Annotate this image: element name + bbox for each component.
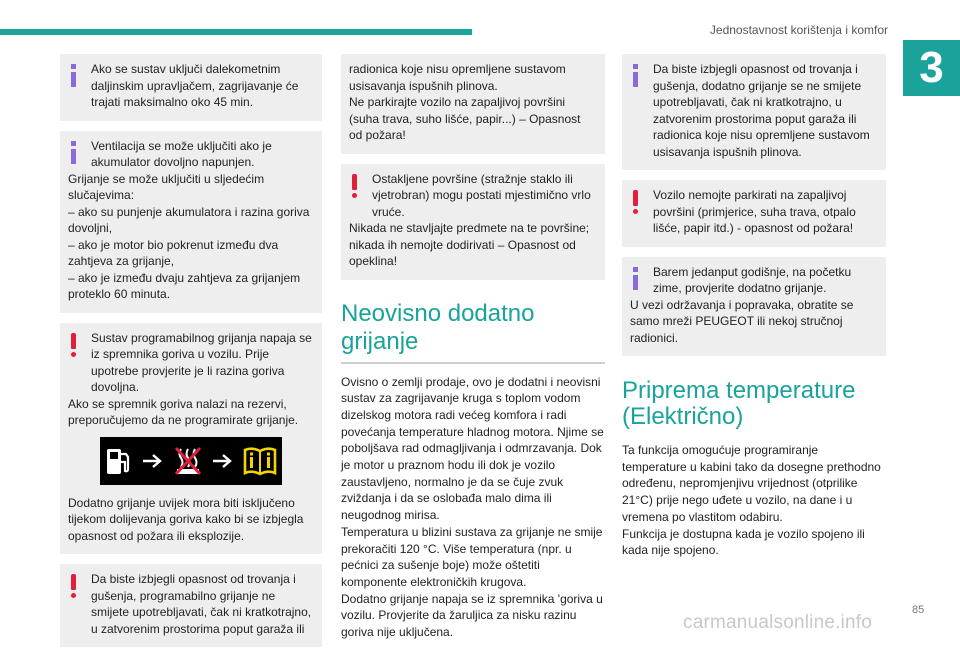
note-text: Ostakljene površine (stražnje staklo ili vjetrobran) mogu postati mjestimično vrlo vruće.	[372, 171, 591, 219]
manual-icon	[243, 446, 277, 476]
no-heating-icon	[173, 445, 203, 477]
body-paragraph: Ovisno o zemlji prodaje, ovo je dodatni i neovisni sustav za zagrijavanje kruga s toplom vodom dizelskog motora radi većeg komfora i radi povećanja temperature hladnog motora. Njime se poboljšava rad odmagljivanja i odmrzavanja. Dok je motor u praznom hodu ili dok je vozilo zaustavljeno, normalno je da se čuje zvuk zviždanja i da se oslobađa malo dima ili neugodnog mirisa.	[341, 374, 604, 523]
info-icon	[68, 141, 78, 165]
header-accent-bar	[0, 29, 472, 35]
info-icon	[68, 64, 78, 88]
refuel-warning-symbols	[100, 437, 282, 485]
fuel-pump-icon	[105, 446, 133, 476]
info-note	[60, 131, 322, 313]
note-text: U vezi održavanja i popravaka, obratite se samo mreži PEUGEOT ili nekoj stručnoj radionici.	[630, 297, 854, 345]
body-paragraph: Ta funkcija omogućuje programiranje temperature u kabini tako da dosegne prethodno određenu, nepromjenjivu vrijednost (otprilike 21°C) prije nego uđete u vozilo, na dane i u vremena po vlastitom odabiru.	[622, 443, 881, 524]
note-text: Ventilacija se može uključiti ako je akumulator dovoljno napunjen.	[91, 138, 272, 169]
note-text: Grijanje se može uključiti u sljedećim slučajevima:	[68, 171, 265, 202]
section-title: Jednostavnost korištenja i komfor	[709, 23, 888, 37]
section-heading: Priprema temperature (Električno)	[622, 377, 856, 430]
arrow-icon	[212, 453, 234, 469]
info-icon	[630, 267, 640, 291]
column-middle	[341, 54, 605, 641]
info-note	[60, 54, 322, 121]
warning-icon	[68, 333, 78, 357]
watermark: carmanualsonline.info	[683, 612, 873, 633]
column-left	[60, 54, 322, 657]
info-note	[622, 257, 886, 357]
page-number: 85	[912, 604, 925, 616]
chapter-number-tab: 3	[903, 40, 960, 96]
body-paragraph: Temperatura u blizini sustava za grijanje ne smije prekoračiti 120 °C. Više temperatura (npr. u pećnici za sušenje boje) može oštetiti komponente elektroničkih krugova.	[341, 524, 603, 589]
arrow-icon	[142, 453, 164, 469]
note-text: Da biste izbjegli opasnost od trovanja i gušenja, dodatno grijanje se ne smijete upotrebljavati, čak ni kratkotrajno, u zatvorenim prostorima poput garaža ili radionica koje nisu opremljene sustavom usisavanja ispušnih plinova.	[653, 62, 870, 159]
note-text: Ako se sustav uključi dalekometnim daljinskim upravljačem, zagrijavanje će trajati maksimalno oko 45 min.	[91, 62, 299, 109]
body-paragraph: Funkcija je dostupna kada je vozilo spojeno ili kada nije spojeno.	[622, 526, 865, 558]
note-text: radionica koje nisu opremljene sustavom usisavanja ispušnih plinova.	[349, 62, 566, 93]
warning-note	[622, 180, 886, 247]
note-text: Barem jedanput godišnje, na početku zime, provjerite dodatno grijanje.	[653, 264, 852, 295]
note-text: Vozilo nemojte parkirati na zapaljivoj površini (primjerice, suha trava, otpalo lišće, papir itd.) - opasnost od požara!	[653, 188, 856, 235]
info-icon	[630, 64, 640, 88]
info-note	[622, 54, 886, 170]
warning-icon	[630, 190, 640, 214]
warning-note	[341, 164, 605, 280]
note-text: Sustav programabilnog grijanja napaja se iz spremnika goriva u vozilu. Prije upotrebe provjerite je li razina goriva dovoljna.	[91, 330, 312, 394]
note-text: – ako su punjenje akumulatora i razina goriva dovoljni,	[68, 204, 310, 235]
warning-note	[60, 323, 322, 555]
note-text: – ako je motor bio pokrenut između dva zahtjeva za grijanje,	[68, 237, 279, 268]
note-text: Ako se spremnik goriva nalazi na rezervi, preporučujemo da ne programirate grijanje.	[68, 396, 299, 427]
warning-note-continued	[341, 54, 605, 154]
note-text: Dodatno grijanje uvijek mora biti isključeno tijekom dolijevanja goriva kako bi se izbjegla opasnost od požara ili eksplozije.	[68, 495, 304, 543]
note-text: Ne parkirajte vozilo na zapaljivoj površini (suha trava, suho lišće, papir...) – Opasnost od požara!	[349, 95, 581, 142]
section-heading: Neovisno dodatno grijanje	[341, 300, 605, 364]
note-text: – ako je između dvaju zahtjeva za grijanjem proteklo 60 minuta.	[68, 270, 301, 301]
note-text: Nikada ne stavljajte predmete na te površine; nikada ih nemojte dodirivati – Opasnost od opeklina!	[349, 221, 590, 268]
body-paragraph: Dodatno grijanje napaja se iz spremnika 'goriva u vozilu. Provjerite da žaruljica za nisku razinu goriva nije uključena.	[341, 591, 603, 640]
warning-icon	[68, 574, 78, 598]
warning-note	[60, 564, 322, 647]
column-right	[622, 54, 886, 559]
note-text: Da biste izbjegli opasnost od trovanja i gušenja, programabilno grijanje ne smijete upotrebljavati, čak ni kratkotrajno, u zatvorenim prostorima poput garaža ili	[91, 572, 312, 636]
warning-icon	[349, 174, 359, 198]
